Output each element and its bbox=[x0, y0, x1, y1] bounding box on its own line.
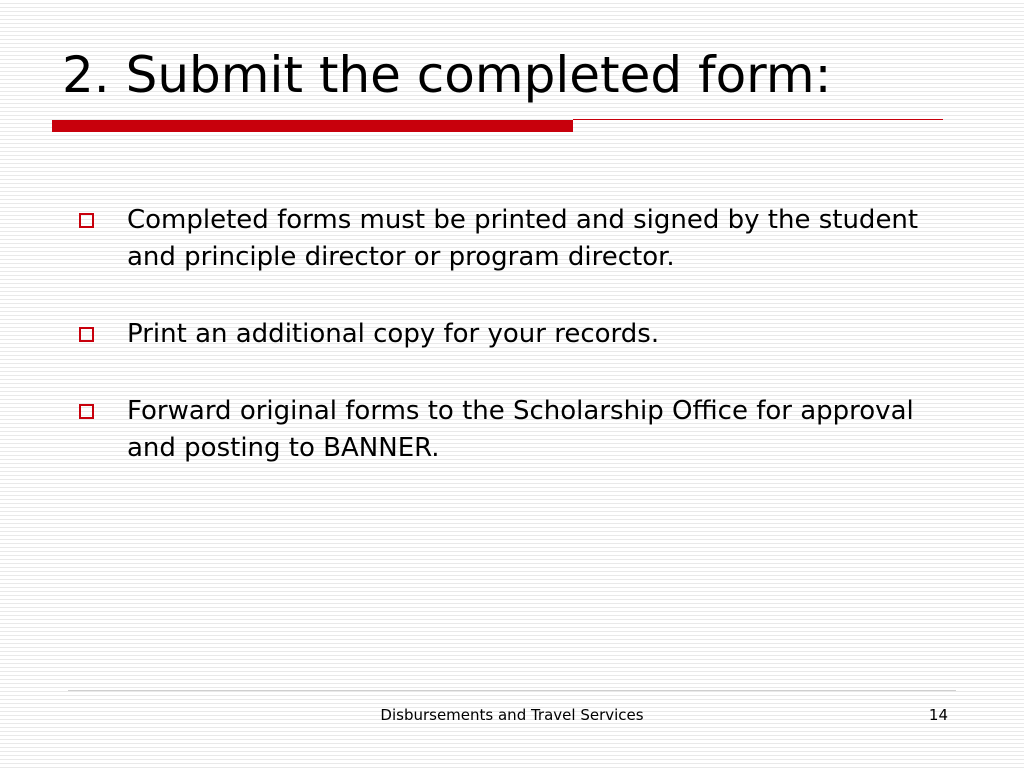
footer-divider bbox=[68, 690, 956, 691]
square-bullet-icon bbox=[79, 213, 94, 228]
bullet-text: Completed forms must be printed and signed by the student and principle director or program director. bbox=[127, 205, 919, 272]
square-bullet-icon bbox=[79, 327, 94, 342]
bullet-item bbox=[76, 202, 956, 276]
slide-title: 2. Submit the completed form: bbox=[62, 46, 832, 104]
bullet-list bbox=[76, 202, 956, 507]
title-underline-bar bbox=[52, 120, 573, 132]
page-number: 14 bbox=[928, 706, 948, 724]
footer-text: Disbursements and Travel Services bbox=[380, 706, 644, 724]
square-bullet-icon bbox=[79, 404, 94, 419]
title-underline-line bbox=[573, 119, 943, 120]
bullet-item bbox=[76, 393, 956, 467]
bullet-item bbox=[76, 316, 956, 353]
bullet-text: Print an additional copy for your records. bbox=[127, 319, 660, 349]
bullet-text: Forward original forms to the Scholarship Office for approval and posting to BANNER. bbox=[127, 396, 914, 463]
